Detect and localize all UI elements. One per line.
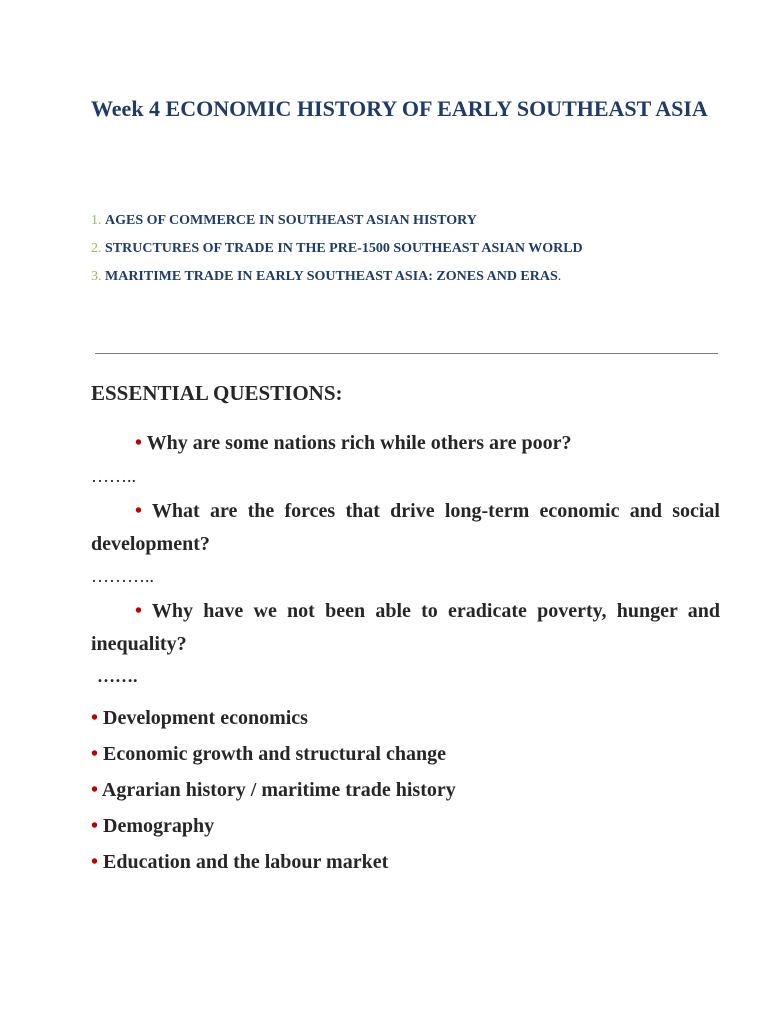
list-item-text: Demography	[103, 815, 215, 837]
list-item-text: AGES OF COMMERCE IN SOUTHEAST ASIAN HISTORY	[105, 213, 477, 228]
question-text: What are the forces that drive long-term economic and social development?	[91, 500, 720, 555]
essential-question	[91, 595, 720, 661]
bullet-icon: •	[135, 600, 143, 622]
question-text: Why have we not been able to eradicate poverty, hunger and inequality?	[91, 600, 721, 655]
page-title: Week 4 ECONOMIC HISTORY OF EARLY SOUTHEAST ASIA	[91, 96, 708, 121]
bullet-icon: •	[135, 432, 143, 454]
list-number: 3.	[91, 269, 102, 284]
list-number: 1.	[91, 213, 102, 228]
list-item-text: Development economics	[103, 707, 308, 729]
topic-list-item	[91, 235, 720, 263]
ellipsis-placeholder: …….	[97, 666, 138, 686]
list-item	[91, 772, 456, 808]
document-page	[91, 0, 720, 1024]
list-number: 2.	[91, 241, 102, 256]
essential-question	[91, 495, 720, 561]
list-item-text: Education and the labour market	[103, 851, 389, 873]
horizontal-divider	[95, 353, 718, 354]
list-item	[91, 844, 456, 880]
bullet-icon: •	[91, 815, 99, 837]
bullet-icon: •	[135, 500, 143, 522]
ellipsis-placeholder: ………..	[91, 566, 154, 586]
study-areas-list	[91, 700, 456, 880]
list-item	[91, 736, 456, 772]
topic-list	[91, 207, 720, 291]
ellipsis-placeholder: ……..	[91, 466, 136, 486]
list-item-text: STRUCTURES OF TRADE IN THE PRE-1500 SOUTHEAST ASIAN WORLD	[105, 241, 583, 256]
list-item-text: MARITIME TRADE IN EARLY SOUTHEAST ASIA: ZONES AND ERAS	[105, 269, 558, 284]
list-item-trailing: .	[557, 269, 562, 284]
list-item-text: Agrarian history / maritime trade history	[101, 779, 456, 801]
essential-question	[91, 427, 720, 460]
topic-list-item	[91, 207, 720, 235]
list-item	[91, 700, 456, 736]
list-item	[91, 808, 456, 844]
bullet-icon: •	[91, 743, 99, 765]
list-item-text: Economic growth and structural change	[103, 743, 446, 765]
bullet-icon: •	[91, 779, 99, 801]
topic-list-item	[91, 263, 720, 291]
question-text: Why are some nations rich while others are poor?	[146, 432, 572, 454]
bullet-icon: •	[91, 851, 99, 873]
essential-questions-heading: ESSENTIAL QUESTIONS:	[91, 381, 343, 405]
bullet-icon: •	[91, 707, 99, 729]
